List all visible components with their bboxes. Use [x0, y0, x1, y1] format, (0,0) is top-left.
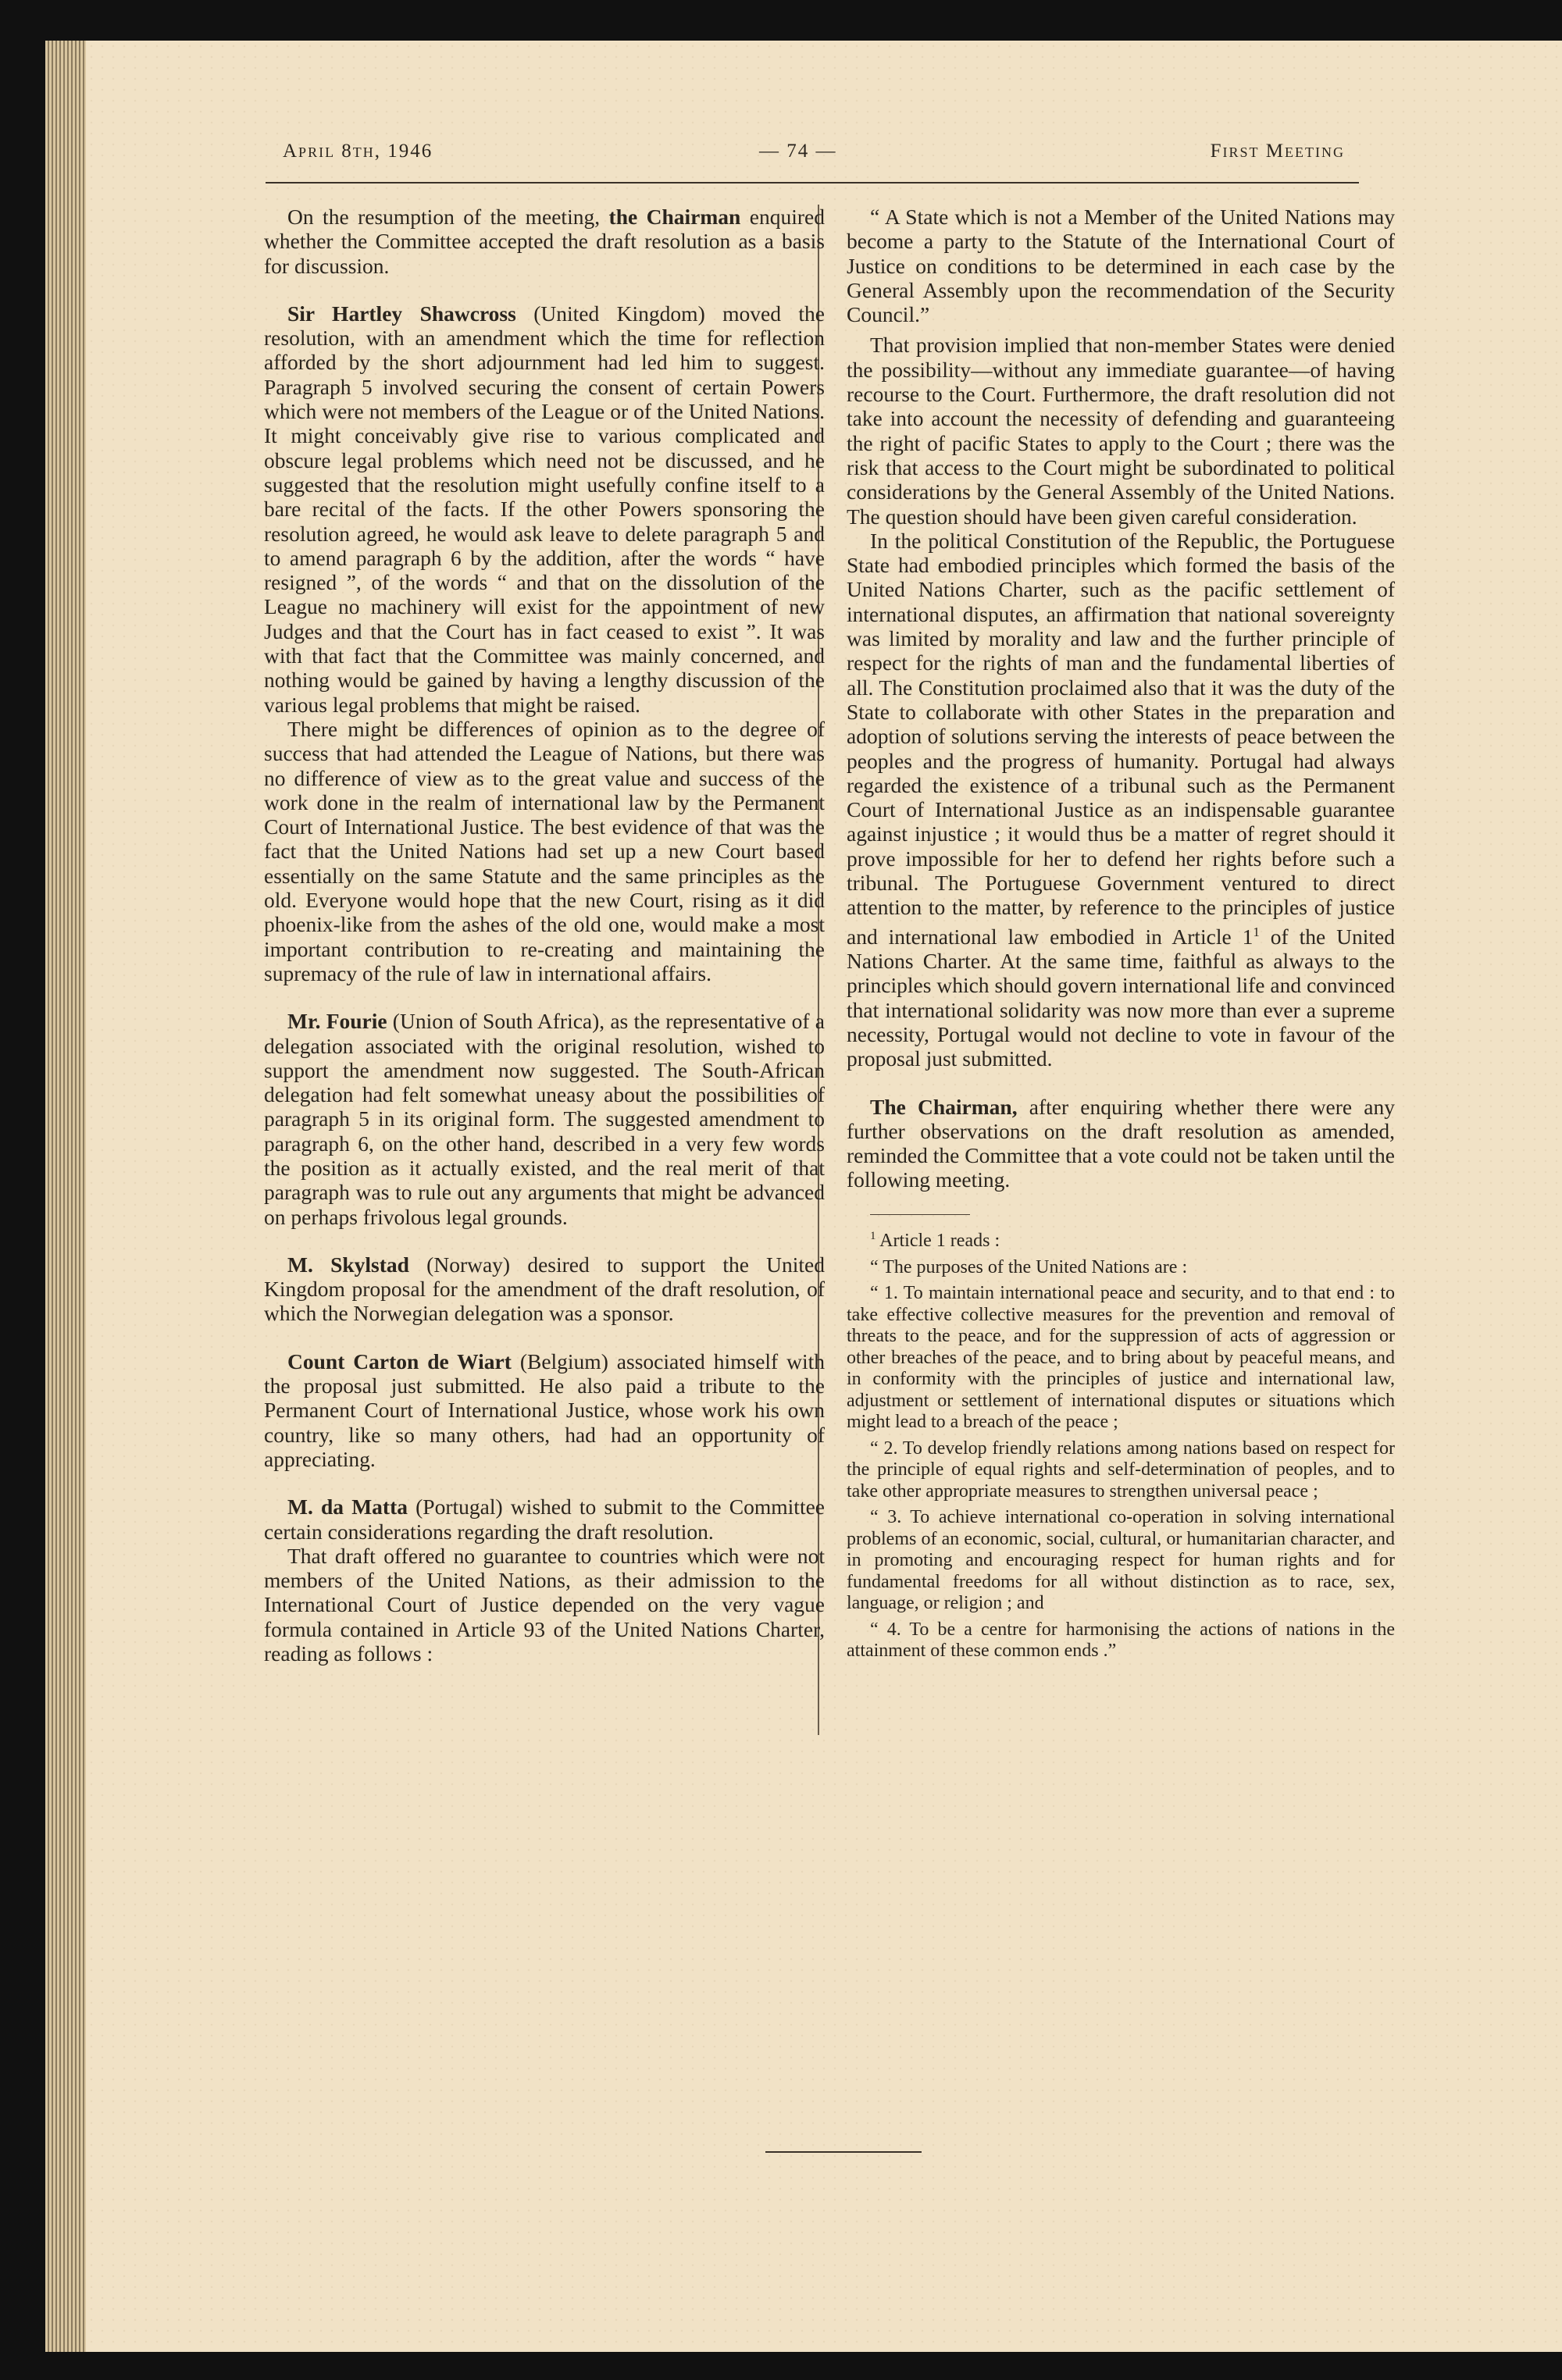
paragraph: The Chairman, after enquiring whether there were any further observations on the draft resolution as amended, reminded the Committee that a vote could not be taken until the following meeting.	[847, 1094, 1395, 1192]
page-number: — 74 —	[759, 141, 837, 162]
speaker-name: M. da Matta	[287, 1495, 408, 1520]
header-section: First Meeting	[1210, 141, 1345, 162]
running-header	[283, 141, 1345, 180]
paragraph: Mr. Fourie (Union of South Africa), as the representative of a delegation associated with the original resolution, wished to support the amendment now suggested. The South-African delegation had felt somewhat uneasy about the possibilities of paragraph 5 in its original form. The suggested amendment to paragraph 6, on the other hand, described in a very few words the position as it actually existed, and the real merit of that paragraph was to rule out any arguments that might be advanced on perhaps frivolous legal grounds.	[264, 1009, 825, 1229]
paragraph: Count Carton de Wiart (Belgium) associated himself with the proposal just submitted. He also paid a tribute to the Permanent Court of International Justice, whose work his own country, like so many others, had had an opportunity of appreciating.	[264, 1349, 826, 1471]
footnote-line: “ 1. To maintain international peace and security, and to that end : to take effective collective measures for the prevention and removal of threats to the peace, and for the suppression of acts of aggression or other breaches of the peace, and to bring about by peaceful means, and in conformity with the principles of justice and international law, adjustment or settlement of international disputes or situations which might lead to a breach of the peace ;	[847, 1283, 1395, 1433]
footnote-line: “ The purposes of the United Nations are :	[870, 1256, 1188, 1277]
speaker-name: Count Carton de Wiart	[287, 1349, 512, 1373]
speaker-name: Mr. Fourie	[287, 1009, 387, 1034]
footnote-line: “ 3. To achieve international co-operation in solving international problems of an economic, social, cultural, or humanitarian character, and in promoting and encouraging respect for human rights and for fundamental freedoms for all without distinction as to race, sex, language, or religion ; and	[847, 1507, 1395, 1614]
paragraph: That provision implied that non-member States were denied the possibility—without any immediate guarantee—of having recourse to the Court. Furthermore, the draft resolution did not take into account the necessity of defending and guaranteeing the right of pacific States to apply to the Court ; there was the risk that access to the Court might be subordinated to political considerations by the General Assembly of the United Nations. The question should have been given careful consideration.	[847, 333, 1395, 529]
speaker-name: Sir Hartley Shawcross	[287, 301, 516, 326]
right-column	[847, 205, 1395, 1662]
paragraph: That draft offered no guarantee to countries which were not members of the United Nations, as their admission to the International Court of Justice depended on the very vague formula contained in Article 93 of the United Nations Charter, reading as follows :	[264, 1543, 825, 1666]
speaker-name: M. Skylstad	[287, 1252, 409, 1277]
bottom-rule	[765, 2151, 922, 2153]
footnote-intro: $^1$ Article 1 reads :	[870, 1230, 1000, 1252]
footnote-rule	[870, 1214, 970, 1216]
footnote	[847, 1226, 1395, 1662]
paragraph: On the resumption of the meeting, the Chairman enquired whether the Committee accepted the draft resolution as a basis for discussion.	[264, 205, 825, 278]
quotation: “ A State which is not a Member of the United Nations may become a party to the Statute of the International Court of Justice on conditions to be determined in each case by the General Assembly upon the recommendation of the Security Council.”	[847, 205, 1395, 327]
paragraph: M. Skylstad (Norway) desired to support the United Kingdom proposal for the amendment of the draft resolution, of which the Norwegian delegation was a sponsor.	[264, 1252, 825, 1326]
speaker-name: the Chairman	[608, 205, 741, 229]
header-date: April 8th, 1946	[283, 141, 433, 162]
footnote-ref: 1	[1253, 924, 1260, 939]
footnote-line: “ 2. To develop friendly relations among nations based on respect for the principle of equal rights and self-determination of peoples, and to take other appropriate measures to strengthen universal peace ;	[847, 1438, 1395, 1502]
footnote-line: “ 4. To be a centre for harmonising the actions of nations in the attainment of these common ends .”	[847, 1619, 1395, 1662]
speaker-name: The Chairman,	[870, 1094, 1018, 1119]
paragraph: M. da Matta (Portugal) wished to submit to the Committee certain considerations regarding the draft resolution.	[264, 1495, 825, 1544]
left-column	[264, 205, 825, 1666]
header-rule	[266, 182, 1359, 183]
paragraph: In the political Constitution of the Republic, the Portuguese State had embodied principles which formed the basis of the United Nations Charter, such as the pacific settlement of international disputes, an affirmation that national sovereignty was limited by morality and law and the further principle of respect for the rights of man and the fundamental liberties of all. The Constitution proclaimed also that it was the duty of the State to collaborate with other States in the preparation and adoption of solutions serving the interests of peace between the peoples and the progress of humanity. Portugal had always regarded the existence of a tribunal such as the Permanent Court of International Justice as an indispensable guarantee against injustice ; it would thus be a matter of regret should it prove impossible for her to defend her rights before such a tribunal. The Portuguese Government ventured to direct attention to the matter, by reference to the principles of justice and international law embodied in Article $1^1$ of the United Nations Charter. At the same time, faithful as always to the principles which should govern international life and convinced that international solidarity was now more than ever a supreme necessity, Portugal would not decline to vote in favour of the proposal just submitted.	[847, 528, 1395, 1071]
paragraph: Sir Hartley Shawcross (United Kingdom) moved the resolution, with an amendment which the time for reflection afforded by the short adjournment had led him to suggest. Paragraph 5 involved securing the consent of certain Powers which were not members of the League or of the United Nations. It might conceivably give rise to various complicated and obscure legal problems which need not be discussed, and he suggested that the resolution might usefully confine itself to a bare recital of the facts. If the other Powers sponsoring the resolution agreed, he would ask leave to delete paragraph 5 and to amend paragraph 6 by the addition, after the words “ have resigned ”, of the words “ and that on the dissolution of the League no machinery will exist for the appointment of new Judges and that the Court has in fact ceased to exist ”. It was with that fact that the Committee was mainly concerned, and nothing would be gained by having a lengthy discussion of the various legal problems that might be raised.	[264, 301, 825, 717]
paragraph: There might be differences of opinion as to the degree of success that had attended the League of Nations, but there was no difference of view as to the great value and success of the work done in the realm of international law by the Permanent Court of International Justice. The best evidence of that was the fact that the United Nations had set up a new Court based essentially on the same Statute and the same principles as the old. Everyone would hope that the new Court, rising as it did phoenix-like from the ashes of the old one, would make a most important contribution to re-creating and maintaining the supremacy of the rule of law in international affairs.	[264, 716, 825, 985]
